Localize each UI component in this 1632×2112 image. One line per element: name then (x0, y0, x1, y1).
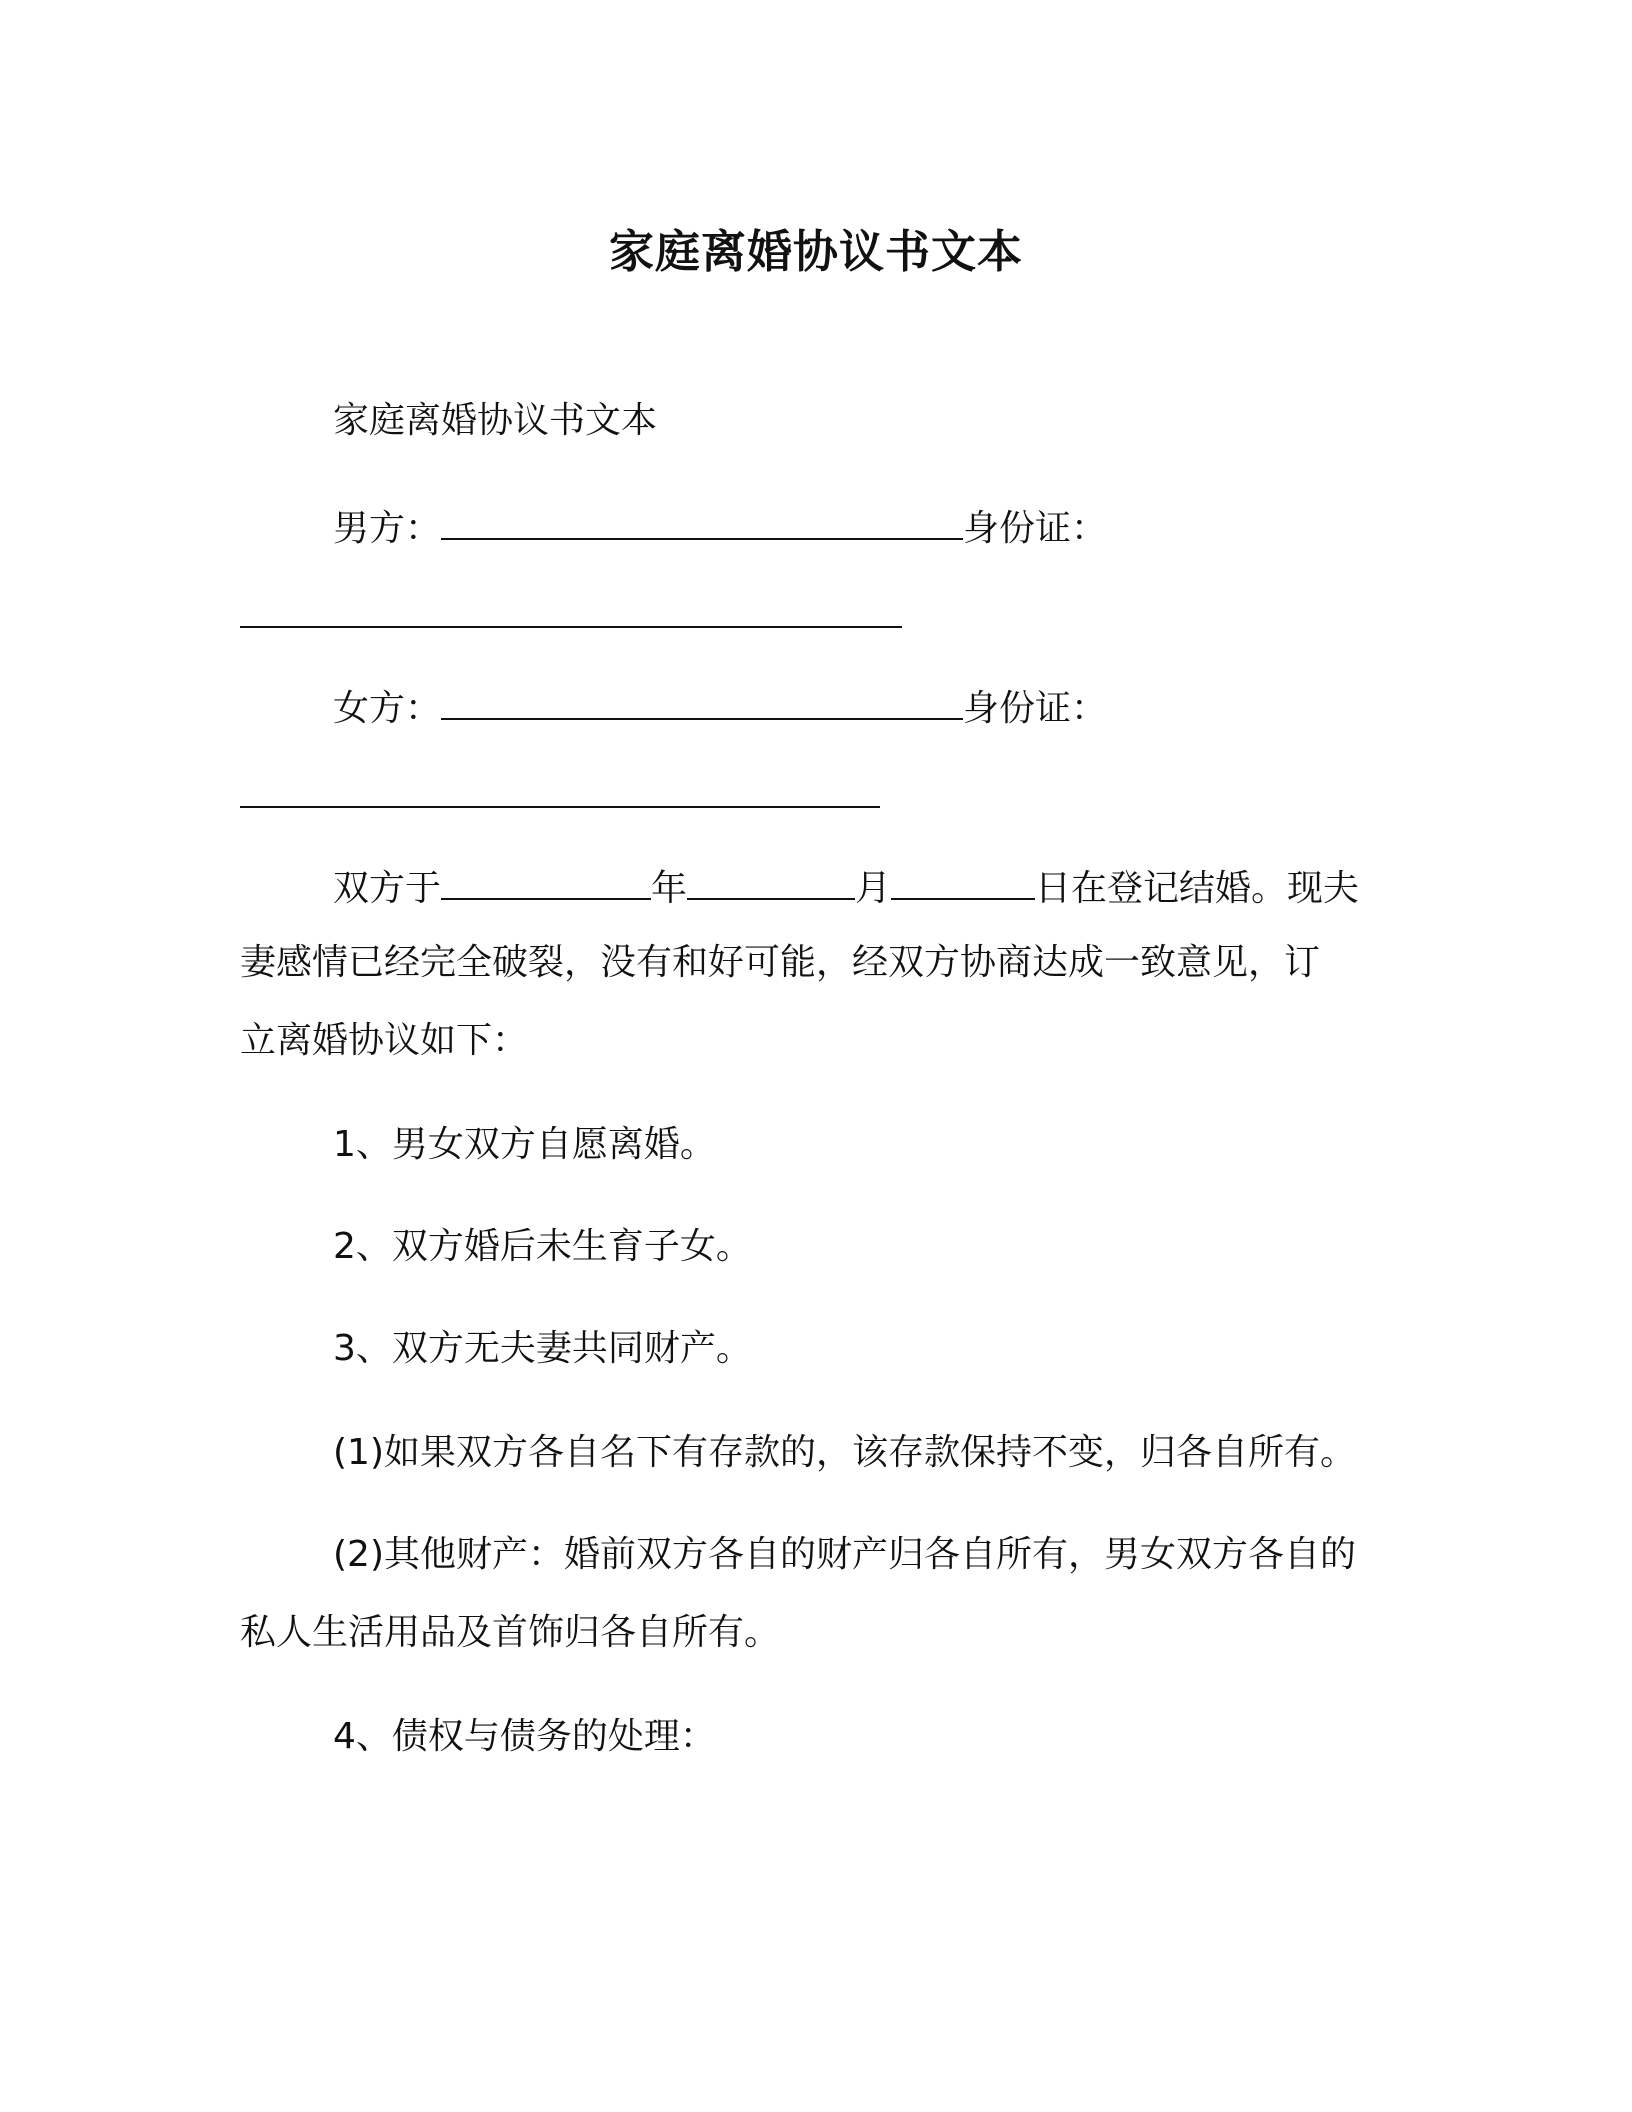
male-line (333, 500, 1107, 554)
male-id-label: 身份证： (963, 508, 1108, 549)
item-3-1: (1)如果双方各自名下有存款的，该存款保持不变，归各自所有。 (333, 1432, 1356, 1473)
month-label: 月 (855, 868, 892, 909)
male-id-blank[interactable] (240, 626, 902, 628)
item-3: 3、双方无夫妻共同财产。 (333, 1328, 752, 1369)
item-3-2-line-1: (2)其他财产：婚前双方各自的财产归各自所有，男女双方各自的 (333, 1534, 1356, 1575)
female-label: 女方： (333, 688, 442, 729)
marriage-prefix: 双方于 (333, 868, 442, 909)
year-blank[interactable] (441, 860, 651, 900)
document-subtitle: 家庭离婚协议书文本 (333, 400, 658, 441)
item-1: 1、男女双方自愿离婚。 (333, 1124, 716, 1165)
day-blank[interactable] (891, 860, 1035, 900)
male-name-blank[interactable] (441, 500, 963, 540)
marriage-suffix: 日在登记结婚。现夫 (1035, 868, 1360, 909)
year-label: 年 (651, 868, 688, 909)
female-id-blank[interactable] (240, 806, 880, 808)
female-id-label: 身份证： (963, 688, 1108, 729)
marriage-line-2: 妻感情已经完全破裂，没有和好可能，经双方协商达成一致意见，订 (240, 942, 1321, 983)
female-line (333, 680, 1107, 734)
item-4: 4、债权与债务的处理： (333, 1716, 716, 1757)
female-name-blank[interactable] (441, 680, 963, 720)
marriage-line-1 (333, 860, 1359, 914)
document-title: 家庭离婚协议书文本 (608, 225, 1023, 278)
marriage-line-3: 立离婚协议如下： (240, 1020, 529, 1061)
item-2: 2、双方婚后未生育子女。 (333, 1226, 752, 1267)
male-label: 男方： (333, 508, 442, 549)
month-blank[interactable] (687, 860, 855, 900)
item-3-2-line-2: 私人生活用品及首饰归各自所有。 (240, 1612, 781, 1653)
